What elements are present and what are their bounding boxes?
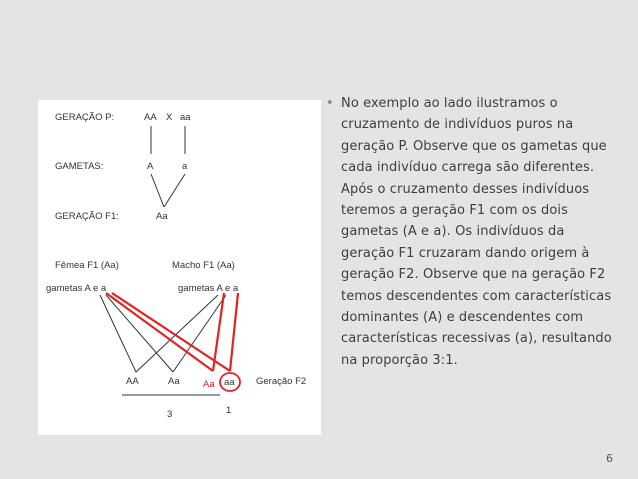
red-line-male-A-to-Aa (213, 293, 224, 371)
bullet-list (326, 93, 616, 371)
page-number: 6 (606, 452, 613, 465)
line-gamete-a-to-f1 (164, 174, 185, 207)
geracao-f1-label: GERAÇÃO F1: (55, 211, 119, 222)
count-dominant: 3 (167, 409, 173, 420)
female-gametes-label: gametas A e a (46, 283, 107, 294)
bullet-paragraph: No exemplo ao lado ilustramos o cruzamento de indivíduos puros na geração P. Observe que os gametas que cada indivíduo carrega são diferentes. Após o cruzamento desses indivíduos teremos a geração F1 com os dois gametas (A e a). Os indivíduos da geração F1 cruzaram dando origem à geração F2. Observe que na geração F2 temos descendentes com características dominantes (A) e descendentes com características recessivas (a), resultando na proporção 3:1. (341, 96, 612, 368)
male-gametes-label: gametas A e a (178, 283, 239, 294)
line-gamete-A-to-f1 (151, 174, 164, 207)
gamete-A: A (147, 161, 154, 172)
genetics-cross-diagram (38, 100, 321, 435)
diagram-svg (38, 100, 321, 435)
gametas-label: GAMETAS: (55, 161, 104, 172)
bullet-marker: • (326, 96, 334, 111)
count-recessive: 1 (226, 405, 232, 416)
female-f1-label: Fêmea F1 (Aa) (55, 260, 119, 271)
red-line-male-a-to-aa (230, 293, 238, 371)
parent-aa: aa (180, 112, 191, 123)
f2-AA: AA (126, 376, 139, 387)
cross-symbol: X (166, 112, 173, 123)
male-f1-label: Macho F1 (Aa) (172, 260, 235, 271)
gamete-a: a (182, 161, 188, 172)
f2-aa: aa (224, 377, 235, 388)
f1-offspring: Aa (156, 211, 168, 222)
parent-AA: AA (144, 112, 157, 123)
f2-Aa-red: Aa (203, 379, 215, 390)
f2-Aa: Aa (168, 376, 180, 387)
geracao-p-label: GERAÇÃO P: (55, 112, 115, 123)
red-line-female-a-to-Aa (106, 293, 213, 371)
f2-label: Geração F2 (256, 376, 307, 387)
line-male-A-to-AA (136, 295, 218, 372)
